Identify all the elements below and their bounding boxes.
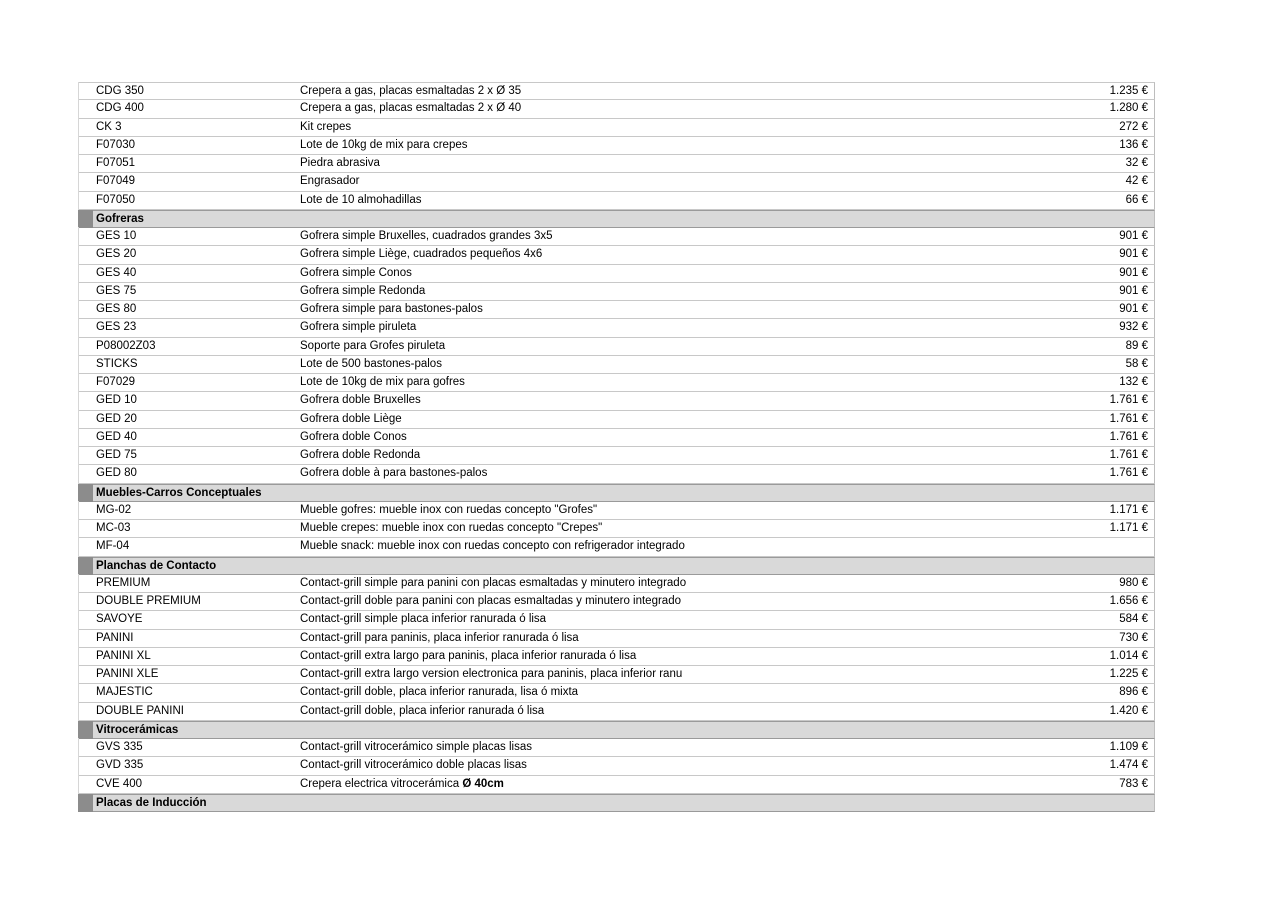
product-price: 1.761 €: [1109, 430, 1148, 443]
product-description-emphasis: Ø 40cm: [462, 777, 504, 790]
product-description: [300, 374, 800, 391]
product-description-text: Mueble snack: mueble inox con ruedas concepto con refrigerador integrado: [300, 540, 685, 553]
product-price: 1.761 €: [1109, 467, 1148, 480]
product-row: [78, 265, 1155, 283]
product-row: [78, 447, 1155, 465]
product-code: GED 10: [96, 394, 137, 407]
product-price: 66 €: [1125, 193, 1148, 206]
product-description: [300, 192, 800, 209]
product-code: DOUBLE PREMIUM: [96, 595, 201, 607]
product-code: P08002Z03: [96, 339, 156, 352]
product-description-text: Lote de 10 almohadillas: [300, 193, 422, 206]
product-description: [300, 520, 800, 537]
section-title: Gofreras: [96, 212, 144, 225]
product-description-text: Engrasador: [300, 175, 360, 188]
product-code: GES 75: [96, 284, 137, 297]
product-price: 783 €: [1119, 777, 1148, 790]
product-description-text: Contact-grill vitrocerámico doble placas lisas: [300, 759, 527, 772]
product-row: [78, 356, 1155, 374]
product-row: [78, 684, 1155, 702]
product-description: [300, 776, 800, 793]
product-price: 1.280 €: [1109, 102, 1148, 115]
product-description-text: Gofrera doble à para bastones-palos: [300, 467, 488, 480]
product-description: [300, 301, 800, 318]
product-price: 1.235 €: [1109, 85, 1148, 97]
product-code: MF-04: [96, 540, 130, 553]
product-row: [78, 520, 1155, 538]
product-row: [78, 502, 1155, 520]
product-description-text: Soporte para Grofes piruleta: [300, 339, 446, 352]
product-code: GES 40: [96, 266, 137, 279]
product-code: PANINI XL: [96, 649, 151, 662]
product-price: 272 €: [1119, 120, 1148, 133]
product-code: PREMIUM: [96, 576, 151, 589]
product-price: 132 €: [1119, 376, 1148, 388]
product-row: [78, 757, 1155, 775]
product-code: MC-03: [96, 522, 131, 534]
product-row: [78, 739, 1155, 757]
section-header: [78, 794, 1155, 812]
product-price: 58 €: [1125, 357, 1148, 370]
product-description-text: Gofrera doble Redonda: [300, 449, 421, 461]
product-description: [300, 429, 800, 446]
product-description: [300, 502, 800, 519]
product-price: 901 €: [1119, 303, 1148, 315]
product-description: [300, 338, 800, 355]
product-price: 1.420 €: [1109, 704, 1148, 717]
product-row: [78, 392, 1155, 410]
section-header: [78, 721, 1155, 739]
product-description-text: Lote de 10kg de mix para crepes: [300, 138, 468, 151]
section-title: Muebles-Carros Conceptuales: [96, 486, 262, 499]
product-description-text: Crepera electrica vitrocerámica: [300, 777, 460, 790]
product-code: STICKS: [96, 357, 138, 370]
product-row: [78, 538, 1155, 556]
product-row: [78, 100, 1155, 118]
product-row: [78, 246, 1155, 264]
price-list-table: [78, 82, 1155, 812]
product-description-text: Crepera a gas, placas esmaltadas 2 x Ø 40: [300, 102, 522, 115]
product-description-text: Piedra abrasiva: [300, 157, 380, 169]
product-description-text: Contact-grill extra largo para paninis, placa inferior ranurada ó lisa: [300, 649, 637, 662]
product-price: 1.014 €: [1109, 649, 1148, 662]
product-description: [300, 739, 800, 756]
product-description: [300, 703, 800, 720]
section-marker: [78, 210, 93, 228]
product-description-text: Mueble gofres: mueble inox con ruedas concepto "Grofes": [300, 503, 598, 516]
section-title: Vitrocerámicas: [96, 723, 179, 736]
product-price: 730 €: [1119, 631, 1148, 644]
section-marker: [78, 484, 93, 502]
product-description: [300, 447, 800, 464]
product-price: 1.225 €: [1109, 668, 1148, 680]
product-price: 89 €: [1125, 339, 1148, 352]
product-description: [300, 173, 800, 190]
product-description-text: Contact-grill doble para panini con placas esmaltadas y minutero integrado: [300, 595, 681, 607]
product-description: [300, 611, 800, 628]
product-description: [300, 684, 800, 701]
product-code: F07051: [96, 157, 136, 169]
product-description: [300, 119, 800, 136]
product-code: F07030: [96, 138, 136, 151]
product-code: GED 40: [96, 430, 137, 443]
product-description-text: Contact-grill extra largo version electronica para paninis, placa inferior ranu: [300, 668, 683, 680]
product-price: 932 €: [1119, 321, 1148, 334]
product-description-text: Crepera a gas, placas esmaltadas 2 x Ø 35: [300, 85, 522, 97]
product-row: [78, 338, 1155, 356]
product-description: [300, 630, 800, 647]
product-code: GED 75: [96, 449, 137, 461]
product-description: [300, 392, 800, 409]
product-description-text: Gofrera doble Conos: [300, 430, 407, 443]
product-code: GES 23: [96, 321, 137, 334]
product-price: 901 €: [1119, 266, 1148, 279]
product-row: [78, 173, 1155, 191]
product-price: 32 €: [1125, 157, 1148, 169]
product-description-text: Gofrera doble Liège: [300, 412, 402, 425]
product-row: [78, 319, 1155, 337]
product-code: GES 80: [96, 303, 137, 315]
product-price: 1.761 €: [1109, 449, 1148, 461]
product-description: [300, 411, 800, 428]
product-code: CK 3: [96, 120, 122, 133]
product-description-text: Contact-grill simple placa inferior ranurada ó lisa: [300, 613, 547, 626]
product-code: GED 20: [96, 412, 137, 425]
product-row: [78, 192, 1155, 210]
product-description: [300, 283, 800, 300]
product-price: 1.656 €: [1109, 595, 1148, 607]
section-title: Planchas de Contacto: [96, 559, 217, 572]
section-header: [78, 484, 1155, 502]
product-description: [300, 465, 800, 482]
product-code: MAJESTIC: [96, 686, 153, 699]
product-price: 901 €: [1119, 284, 1148, 297]
product-row: [78, 776, 1155, 794]
product-code: GVD 335: [96, 759, 144, 772]
product-description-text: Contact-grill doble, placa inferior ranurada, lisa ó mixta: [300, 686, 579, 699]
product-row: [78, 82, 1155, 100]
product-description-text: Contact-grill para paninis, placa inferior ranurada ó lisa: [300, 631, 579, 644]
product-row: [78, 411, 1155, 429]
product-row: [78, 137, 1155, 155]
product-description-text: Kit crepes: [300, 120, 352, 133]
product-row: [78, 703, 1155, 721]
product-description: [300, 648, 800, 665]
product-code: PANINI: [96, 631, 134, 644]
product-row: [78, 593, 1155, 611]
product-code: F07029: [96, 376, 136, 388]
product-description-text: Lote de 500 bastones-palos: [300, 357, 442, 370]
product-code: SAVOYE: [96, 613, 143, 626]
product-row: [78, 283, 1155, 301]
product-row: [78, 611, 1155, 629]
product-description: [300, 228, 800, 245]
section-marker: [78, 557, 93, 575]
product-code: PANINI XLE: [96, 668, 159, 680]
product-price: 901 €: [1119, 230, 1148, 242]
product-row: [78, 465, 1155, 483]
product-description-text: Gofrera simple Liège, cuadrados pequeños 4x6: [300, 248, 543, 261]
product-description: [300, 666, 800, 683]
section-header: [78, 557, 1155, 575]
product-code: CDG 400: [96, 102, 144, 115]
product-row: [78, 575, 1155, 593]
product-row: [78, 119, 1155, 137]
product-price: 1.761 €: [1109, 394, 1148, 407]
product-row: [78, 630, 1155, 648]
product-row: [78, 429, 1155, 447]
product-description: [300, 246, 800, 263]
product-description: [300, 83, 800, 100]
product-price: 980 €: [1119, 576, 1148, 589]
product-description-text: Lote de 10kg de mix para gofres: [300, 376, 465, 388]
section-header: [78, 210, 1155, 228]
product-row: [78, 374, 1155, 392]
product-price: 42 €: [1125, 175, 1148, 188]
section-title: Placas de Inducción: [96, 796, 207, 809]
product-description: [300, 319, 800, 336]
product-description-text: Gofrera simple Conos: [300, 266, 412, 279]
product-description: [300, 155, 800, 172]
section-marker: [78, 721, 93, 739]
product-price: 1.109 €: [1109, 741, 1148, 753]
product-code: DOUBLE PANINI: [96, 704, 184, 717]
product-row: [78, 301, 1155, 319]
product-price: 1.171 €: [1109, 503, 1148, 516]
product-description: [300, 100, 800, 117]
product-description-text: Gofrera simple piruleta: [300, 321, 417, 334]
product-description: [300, 593, 800, 610]
product-row: [78, 155, 1155, 173]
product-code: F07050: [96, 193, 136, 206]
product-row: [78, 228, 1155, 246]
product-description-text: Contact-grill vitrocerámico simple placas lisas: [300, 741, 532, 753]
product-price: 896 €: [1119, 686, 1148, 699]
product-code: GED 80: [96, 467, 137, 480]
product-description-text: Gofrera simple Bruxelles, cuadrados grandes 3x5: [300, 230, 553, 242]
product-description: [300, 538, 800, 555]
product-description-text: Gofrera simple Redonda: [300, 284, 426, 297]
product-description-text: Gofrera simple para bastones-palos: [300, 303, 483, 315]
product-description-text: Mueble crepes: mueble inox con ruedas concepto "Crepes": [300, 522, 603, 534]
product-code: F07049: [96, 175, 136, 188]
product-price: 1.171 €: [1109, 522, 1148, 534]
product-description: [300, 757, 800, 774]
product-description: [300, 575, 800, 592]
product-code: GVS 335: [96, 741, 143, 753]
product-description-text: Contact-grill doble, placa inferior ranurada ó lisa: [300, 704, 545, 717]
product-code: GES 20: [96, 248, 137, 261]
product-price: 136 €: [1119, 138, 1148, 151]
product-code: CDG 350: [96, 85, 144, 97]
product-price: 1.474 €: [1109, 759, 1148, 772]
product-description: [300, 265, 800, 282]
product-price: 1.761 €: [1109, 412, 1148, 425]
product-row: [78, 666, 1155, 684]
product-code: CVE 400: [96, 777, 143, 790]
product-description: [300, 356, 800, 373]
product-description-text: Gofrera doble Bruxelles: [300, 394, 421, 407]
product-code: MG-02: [96, 503, 132, 516]
product-description-text: Contact-grill simple para panini con placas esmaltadas y minutero integrado: [300, 576, 687, 589]
product-price: 901 €: [1119, 248, 1148, 261]
product-price: 584 €: [1119, 613, 1148, 626]
section-marker: [78, 794, 93, 812]
product-row: [78, 648, 1155, 666]
product-code: GES 10: [96, 230, 137, 242]
product-description: [300, 137, 800, 154]
